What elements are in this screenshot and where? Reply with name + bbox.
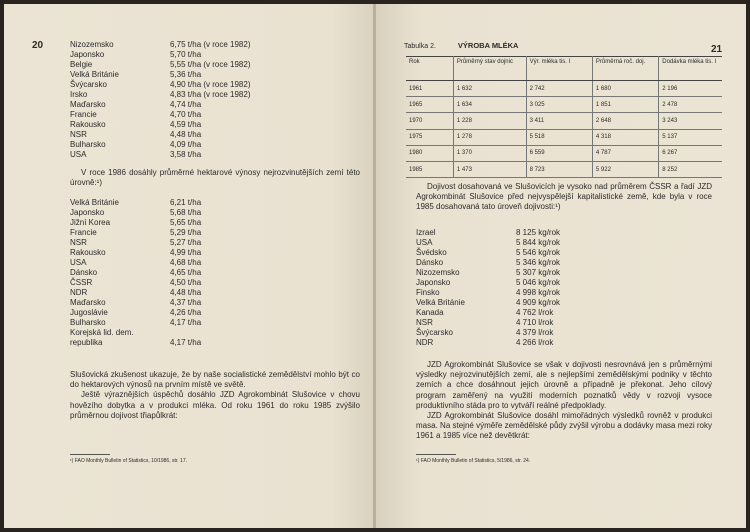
- table-row: [416, 268, 582, 278]
- country-cell: Velká Británie: [70, 198, 119, 207]
- value-cell: 4,48 t/ha: [170, 288, 202, 297]
- country-cell: Izrael: [416, 228, 436, 237]
- book-spread: [4, 4, 746, 528]
- milk-yield-table: [416, 228, 582, 348]
- milk-production-table: [406, 56, 722, 178]
- year-cell: 1975: [406, 129, 453, 145]
- page-number: 21: [711, 44, 723, 55]
- country-cell: Finsko: [416, 288, 440, 297]
- table-row: [70, 238, 270, 248]
- value-cell: 5,36 t/ha: [170, 70, 202, 79]
- country-cell: Francie: [70, 228, 97, 237]
- year-cell: 1985: [406, 161, 453, 177]
- value-cell: 4,59 t/ha: [170, 120, 202, 129]
- country-cell: Bulharsko: [70, 318, 106, 327]
- value-cell: 5 922: [592, 161, 658, 177]
- value-cell: 5 844 kg/rok: [516, 238, 561, 247]
- country-cell: Bulharsko: [70, 140, 106, 149]
- country-cell: Maďarsko: [70, 100, 106, 109]
- table-row: [70, 90, 270, 100]
- value-cell: 4,74 t/ha: [170, 100, 202, 109]
- country-cell: Francie: [70, 110, 97, 119]
- year-cell: 1965: [406, 97, 453, 113]
- table-row: [416, 328, 582, 338]
- value-cell: 3,58 t/ha: [170, 150, 202, 159]
- value-cell: 4,83 t/ha (v roce 1982): [170, 90, 251, 99]
- value-cell: 5,29 t/ha: [170, 228, 202, 237]
- table-row: [416, 278, 582, 288]
- value-cell: 1 473: [453, 161, 526, 177]
- table-row: [70, 100, 270, 110]
- value-cell: 6,21 t/ha: [170, 198, 202, 207]
- value-cell: 4,99 t/ha: [170, 248, 202, 257]
- page-number: 20: [32, 40, 44, 51]
- value-cell: 4,70 t/ha: [170, 110, 202, 119]
- country-cell: Korejská lid. dem.: [70, 328, 134, 337]
- country-cell: Japonsko: [70, 208, 105, 217]
- value-cell: 4 710 l/rok: [516, 318, 554, 327]
- value-cell: 4,90 t/ha (v roce 1982): [170, 80, 251, 89]
- column-header: Rok: [406, 57, 453, 81]
- table-row: [70, 140, 270, 150]
- table-row: [406, 145, 722, 161]
- table-row: [70, 60, 270, 70]
- value-cell: 1 632: [453, 81, 526, 97]
- country-cell: Maďarsko: [70, 298, 106, 307]
- table-row: [70, 198, 270, 208]
- column-header: Výr. mléka tis. l: [526, 57, 592, 81]
- value-cell: 4,09 t/ha: [170, 140, 202, 149]
- table-row: [406, 129, 722, 145]
- value-cell: 4 998 kg/rok: [516, 288, 561, 297]
- value-cell: 4,37 t/ha: [170, 298, 202, 307]
- yield-table-1986: [70, 198, 270, 328]
- table-row: [416, 248, 582, 258]
- table-row: [70, 80, 270, 90]
- country-cell: Dánsko: [416, 258, 444, 267]
- country-cell: NSR: [70, 238, 87, 247]
- intro-text: V roce 1986 dosáhly průměrné hektarové výnosy nejrozvinutějších zemí této úrovně:¹): [70, 168, 360, 188]
- intro-paragraph: [70, 168, 360, 188]
- value-cell: 1 634: [453, 97, 526, 113]
- value-cell: 4 909 kg/rok: [516, 298, 561, 307]
- country-cell: USA: [416, 238, 433, 247]
- table-row: [416, 238, 582, 248]
- yield-table-top: [70, 40, 270, 160]
- value-cell: 5,65 t/ha: [170, 218, 202, 227]
- value-cell: 1 278: [453, 129, 526, 145]
- table-row: [416, 338, 582, 348]
- footnote: ¹) FAO Monthly Bulletin of Statistics, 5/1986, str. 24.: [416, 458, 531, 464]
- table-row: [416, 258, 582, 268]
- country-cell: Švýcarsko: [416, 328, 453, 337]
- body-text-left: [70, 370, 360, 421]
- value-cell: 2 196: [659, 81, 722, 97]
- value-cell: 5 346 kg/rok: [516, 258, 561, 267]
- value-cell: 4,50 t/ha: [170, 278, 202, 287]
- country-cell: Japonsko: [70, 50, 105, 59]
- value-cell: 1 851: [592, 97, 658, 113]
- country-cell: Rakousko: [70, 120, 106, 129]
- column-header: Průměrná roč. doj.: [592, 57, 658, 81]
- column-header: Dodávka mléka tis. l: [659, 57, 722, 81]
- table-row: [70, 228, 270, 238]
- table-row: [70, 50, 270, 60]
- value-cell: 4,48 t/ha: [170, 130, 202, 139]
- table-row: [70, 40, 270, 50]
- year-cell: 1970: [406, 113, 453, 129]
- country-cell: Švýcarsko: [70, 80, 107, 89]
- country-cell: Jižní Korea: [70, 218, 111, 227]
- value-cell: 2 478: [659, 97, 722, 113]
- country-cell: Kanada: [416, 308, 444, 317]
- value-cell: 8 252: [659, 161, 722, 177]
- table-row: [70, 318, 270, 328]
- value-cell: 1 370: [453, 145, 526, 161]
- country-cell: Velká Británie: [416, 298, 465, 307]
- country-cell: Irsko: [70, 90, 88, 99]
- value-cell: 8 125 kg/rok: [516, 228, 561, 237]
- right-page: [376, 4, 746, 528]
- country-cell: ČSSR: [70, 278, 93, 287]
- value-cell: 3 411: [526, 113, 592, 129]
- value-cell: 5 307 kg/rok: [516, 268, 561, 277]
- value-cell: 4,17 t/ha: [170, 318, 202, 327]
- value-cell: 6,75 t/ha (v roce 1982): [170, 40, 251, 49]
- value-cell: 1 228: [453, 113, 526, 129]
- table-row: [70, 278, 270, 288]
- table-row: [70, 258, 270, 268]
- value-cell: 5,55 t/ha (v roce 1982): [170, 60, 251, 69]
- paragraph: JZD Agrokombinát Slušovice dosáhl mimořádných výsledků rovněž v produkci masa. Na stejné výměře zemědělské půdy zvýšil výrobu a dodávky masa mezi roky 1961 a 1985 více než devětkrát:: [416, 411, 712, 441]
- country-cell: Nizozemsko: [70, 40, 114, 49]
- country-cell: Nizozemsko: [416, 268, 460, 277]
- paragraph: JZD Agrokombinát Slušovice se však v dojivosti nesrovnává jen s průměrnými výsledky nejrozvinutějších zemí, ale s nejlepšími zemědělskými podniky v těchto zemích a chce dosáhnout jejich úrovně a případně je překonat. Jeho cílový program zaměřený na využití moderních poznatků vědy v rozvoji vysoce produktivního stáda pro to vytváří reálné předpoklady.: [416, 360, 712, 410]
- country-cell: NSR: [416, 318, 433, 327]
- table-row: [70, 70, 270, 80]
- table-label: Tabulka 2.: [404, 43, 436, 50]
- value-cell: 5,70 t/ha: [170, 50, 202, 59]
- table-row: [406, 113, 722, 129]
- country-cell: USA: [70, 150, 87, 159]
- table-row: [416, 288, 582, 298]
- table-row: [70, 150, 270, 160]
- table-row: [416, 298, 582, 308]
- value-cell: 6 559: [526, 145, 592, 161]
- country-cell: USA: [70, 258, 87, 267]
- footnote-rule: [416, 454, 456, 455]
- yield-table-last-row: [70, 328, 270, 348]
- table-row: [406, 81, 722, 97]
- country-cell: Jugoslávie: [70, 308, 108, 317]
- table-row: [416, 308, 582, 318]
- table-row: [70, 130, 270, 140]
- value-cell: 4,68 t/ha: [170, 258, 202, 267]
- country-cell: republika: [70, 338, 103, 347]
- value-cell: 4,65 t/ha: [170, 268, 202, 277]
- body-text-right-1: [416, 182, 712, 213]
- country-cell: Velká Británie: [70, 70, 119, 79]
- table-row: [70, 308, 270, 318]
- table-row: [70, 288, 270, 298]
- country-cell: Rakousko: [70, 248, 106, 257]
- paragraph: Slušovická zkušenost ukazuje, že by naše socialistické zemědělství mohlo být co do hektarových výnosů na prvním místě ve světě.: [70, 370, 360, 390]
- value-cell: 3 243: [659, 113, 722, 129]
- table-row: [70, 110, 270, 120]
- value-cell: 1 680: [592, 81, 658, 97]
- value-cell: 4,17 t/ha: [170, 338, 202, 347]
- paragraph: Ještě výraznějších úspěchů dosáhlo JZD Agrokombinát Slušovice v chovu hovězího dobytka a v produkci mléka. Od roku 1961 do roku 1985 zvýšilo průměrnou dojivost třiapůlkrát:: [70, 390, 360, 420]
- value-cell: 2 742: [526, 81, 592, 97]
- value-cell: 4 318: [592, 129, 658, 145]
- value-cell: 5 518: [526, 129, 592, 145]
- year-cell: 1980: [406, 145, 453, 161]
- year-cell: 1961: [406, 81, 453, 97]
- country-cell: NSR: [70, 130, 87, 139]
- value-cell: 6 267: [659, 145, 722, 161]
- value-cell: 4 787: [592, 145, 658, 161]
- paragraph: Dojivost dosahovaná ve Slušovicích je vysoko nad průměrem ČSSR a řadí JZD Agrokombinát Slušovice před nejvyspělejší kapitalistické země, kde byla v roce 1985 dosahovaná tato úroveň dojivosti:¹): [416, 182, 712, 212]
- country-cell: Belgie: [70, 60, 93, 69]
- footnote-rule: [70, 454, 110, 455]
- value-cell: 5 546 kg/rok: [516, 248, 561, 257]
- table-row: [70, 298, 270, 308]
- table-row: [70, 120, 270, 130]
- value-cell: 4 379 l/rok: [516, 328, 554, 337]
- country-cell: NDR: [70, 288, 88, 297]
- table-row: [70, 268, 270, 278]
- table-caption: [404, 41, 518, 50]
- value-cell: 4 762 l/rok: [516, 308, 554, 317]
- table-title: VÝROBA MLÉKA: [457, 41, 519, 50]
- table-row: [70, 208, 270, 218]
- value-cell: 4,26 t/ha: [170, 308, 202, 317]
- table-row: [416, 228, 582, 238]
- value-cell: 3 025: [526, 97, 592, 113]
- body-text-right-2: [416, 360, 712, 442]
- table-row: [406, 161, 722, 177]
- value-cell: 5 046 kg/rok: [516, 278, 561, 287]
- table-row: [70, 218, 270, 228]
- left-page: [4, 4, 376, 528]
- value-cell: 4 266 l/rok: [516, 338, 554, 347]
- footnote: ¹) FAO Monthly Bulletin of Statistics, 10/1986, str. 17.: [70, 458, 187, 464]
- value-cell: 2 648: [592, 113, 658, 129]
- table-row: [416, 318, 582, 328]
- table-row: [406, 97, 722, 113]
- value-cell: 8 723: [526, 161, 592, 177]
- column-header: Průměrný stav dojnic: [453, 57, 526, 81]
- value-cell: 5 137: [659, 129, 722, 145]
- value-cell: 5,27 t/ha: [170, 238, 202, 247]
- table-row: [70, 248, 270, 258]
- country-cell: Dánsko: [70, 268, 98, 277]
- country-cell: Japonsko: [416, 278, 451, 287]
- country-cell: Švédsko: [416, 248, 447, 257]
- country-cell: NDR: [416, 338, 434, 347]
- value-cell: 5,68 t/ha: [170, 208, 202, 217]
